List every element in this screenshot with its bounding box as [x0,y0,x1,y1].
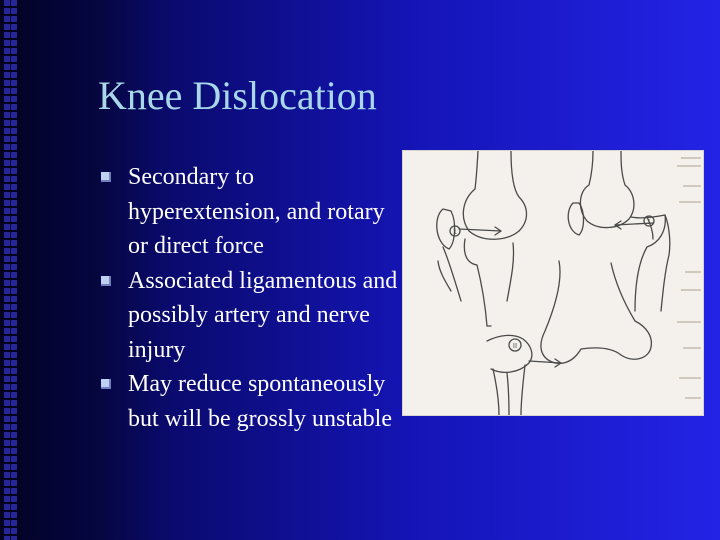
square-bullet-icon [101,379,111,389]
knee-diagram-posterior [568,151,670,311]
figure-label: II [512,342,518,350]
figure-label: 1 [452,228,458,236]
knee-diagrams-svg [403,151,703,415]
slide-title: Knee Dislocation [98,73,377,118]
knee-dislocation-illustration [402,150,704,416]
bullet-list [98,160,398,436]
bullet-text: May reduce spontaneously but will be grossly unstable [128,371,392,432]
figure-label: 1 [646,218,652,226]
square-bullet-icon [101,276,111,286]
knee-diagram-rotary [487,261,651,415]
scanned-text-remnants [677,157,701,399]
decorative-dark-column [20,0,88,540]
bullet-text: Secondary to hyperextension, and rotary or direct force [128,164,385,259]
bullet-item [98,367,398,436]
decorative-left-band-grid [0,0,20,540]
bullet-text: Associated ligamentous and possibly artery and nerve injury [128,267,398,363]
bullet-item [98,264,398,368]
bullet-item [98,160,398,264]
square-bullet-icon [101,172,111,182]
knee-diagram-anterior [437,151,527,326]
